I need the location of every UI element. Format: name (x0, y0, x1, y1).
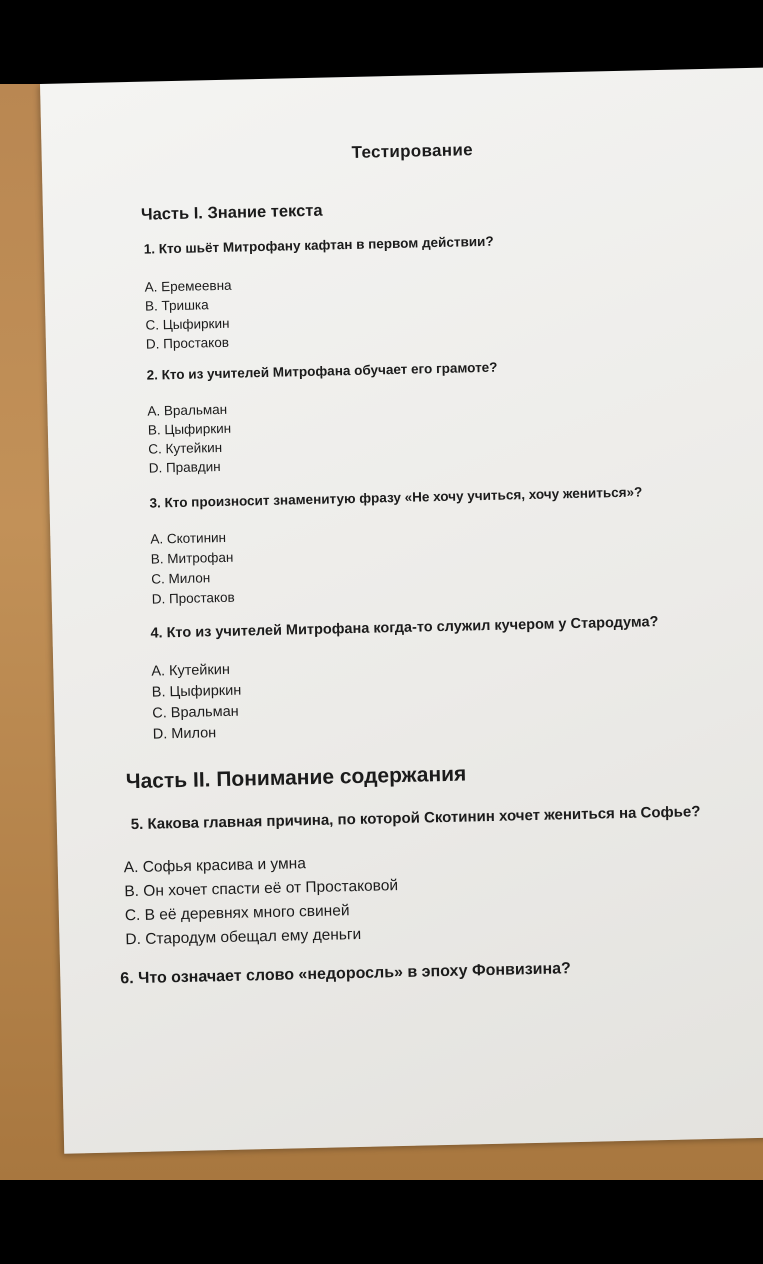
part-2-heading: Часть II. Понимание содержания (125, 762, 467, 794)
q5-option-d: D. Стародум обещал ему деньги (125, 925, 362, 949)
q5-option-b: В. Он хочет спасти её от Простаковой (124, 877, 399, 901)
q4-option-d: D. Милон (152, 725, 217, 743)
q1-option-a: А. Еремеевна (144, 277, 232, 295)
question-4: 4. Кто из учителей Митрофана когда-то служил кучером у Стародума? (150, 614, 659, 642)
q5-option-c: С. В её деревнях много свиней (124, 902, 350, 925)
q2-option-b: В. Цыфиркин (147, 420, 232, 438)
q3-option-a: А. Скотинин (150, 529, 227, 547)
q1-option-b: В. Тришка (144, 297, 209, 314)
q2-option-c: С. Кутейкин (148, 439, 223, 457)
q2-option-d: D. Правдин (148, 459, 221, 476)
q3-option-c: С. Милон (151, 570, 211, 587)
q4-option-a: А. Кутейкин (151, 661, 231, 680)
q3-option-d: D. Простаков (151, 589, 235, 607)
q3-option-b: В. Митрофан (150, 549, 234, 567)
question-2: 2. Кто из учителей Митрофана обучает его грамоте? (146, 359, 498, 383)
q4-option-c: С. Вральман (152, 703, 239, 722)
q2-option-a: А. Вральман (147, 401, 228, 419)
question-5: 5. Какова главная причина, по которой Скотинин хочет жениться на Софье? (130, 803, 701, 834)
q1-option-c: С. Цыфиркин (145, 315, 230, 333)
q5-option-a: А. Софья красива и умна (123, 855, 307, 877)
question-1: 1. Кто шьёт Митрофану кафтан в первом действии? (143, 233, 494, 257)
q1-option-d: D. Простаков (145, 334, 230, 352)
page-title: Тестирование (351, 140, 474, 162)
question-3: 3. Кто произносит знаменитую фразу «Не хочу учиться, хочу жениться»? (149, 484, 643, 511)
part-1-heading: Часть I. Знание текста (140, 201, 323, 224)
q4-option-b: В. Цыфиркин (151, 682, 242, 701)
test-sheet (40, 67, 763, 1154)
question-6: 6. Что означает слово «недоросль» в эпоху Фонвизина? (120, 960, 572, 988)
